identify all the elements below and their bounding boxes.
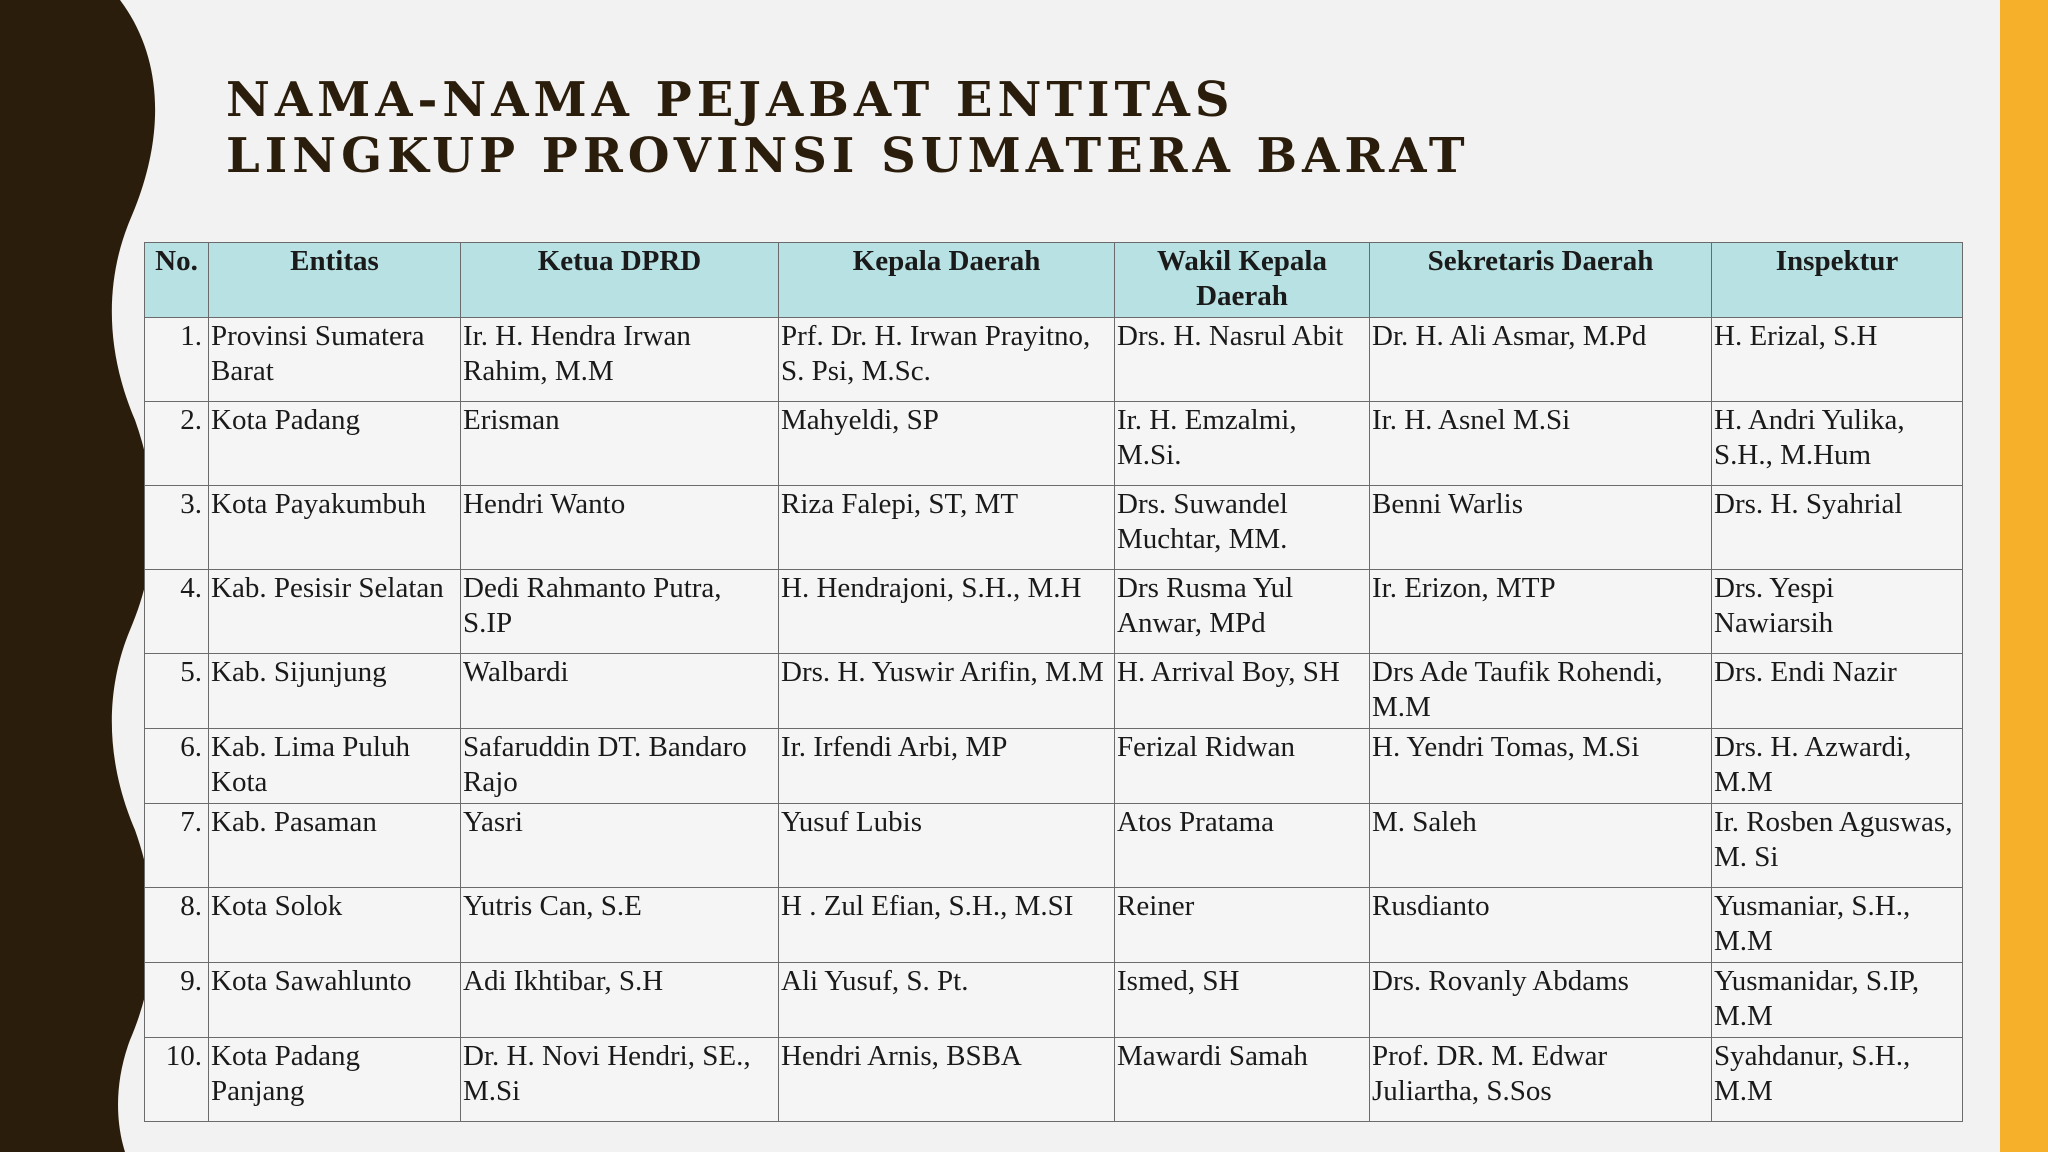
table-row (145, 963, 1963, 1038)
cell-no: 2. (145, 402, 209, 486)
cell-entitas: Provinsi Sumatera Barat (209, 318, 461, 402)
cell-ketua-dprd: Dedi Rahmanto Putra, S.IP (461, 570, 779, 654)
cell-entitas: Kab. Sijunjung (209, 654, 461, 729)
cell-ketua-dprd: Adi Ikhtibar, S.H (461, 963, 779, 1038)
cell-kepala-daerah: Riza Falepi, ST, MT (779, 486, 1115, 570)
cell-inspektur: Yusmaniar, S.H., M.M (1712, 888, 1963, 963)
col-header-wakil-kepala-daerah: Wakil Kepala Daerah (1115, 243, 1370, 318)
cell-entitas: Kota Payakumbuh (209, 486, 461, 570)
table-row (145, 729, 1963, 804)
cell-kepala-daerah: Ali Yusuf, S. Pt. (779, 963, 1115, 1038)
table-row (145, 486, 1963, 570)
cell-entitas: Kota Padang (209, 402, 461, 486)
cell-ketua-dprd: Erisman (461, 402, 779, 486)
cell-sekretaris-daerah: Rusdianto (1370, 888, 1712, 963)
cell-sekretaris-daerah: Ir. H. Asnel M.Si (1370, 402, 1712, 486)
table-row (145, 888, 1963, 963)
cell-entitas: Kota Padang Panjang (209, 1038, 461, 1122)
cell-entitas: Kota Sawahlunto (209, 963, 461, 1038)
cell-ketua-dprd: Yutris Can, S.E (461, 888, 779, 963)
cell-inspektur: Drs. H. Syahrial (1712, 486, 1963, 570)
cell-wakil-kepala-daerah: Drs Rusma Yul Anwar, MPd (1115, 570, 1370, 654)
cell-kepala-daerah: Yusuf Lubis (779, 804, 1115, 888)
cell-sekretaris-daerah: H. Yendri Tomas, M.Si (1370, 729, 1712, 804)
table-row (145, 570, 1963, 654)
cell-ketua-dprd: Yasri (461, 804, 779, 888)
col-header-ketua-dprd: Ketua DPRD (461, 243, 779, 318)
officials-table (144, 242, 1963, 1122)
table-row (145, 654, 1963, 729)
col-header-kepala-daerah: Kepala Daerah (779, 243, 1115, 318)
cell-inspektur: H. Erizal, S.H (1712, 318, 1963, 402)
cell-ketua-dprd: Ir. H. Hendra Irwan Rahim, M.M (461, 318, 779, 402)
col-header-sekretaris-daerah: Sekretaris Daerah (1370, 243, 1712, 318)
cell-wakil-kepala-daerah: Atos Pratama (1115, 804, 1370, 888)
cell-wakil-kepala-daerah: Mawardi Samah (1115, 1038, 1370, 1122)
cell-no: 5. (145, 654, 209, 729)
cell-inspektur: Drs. Endi Nazir (1712, 654, 1963, 729)
cell-ketua-dprd: Dr. H. Novi Hendri, SE., M.Si (461, 1038, 779, 1122)
cell-entitas: Kab. Lima Puluh Kota (209, 729, 461, 804)
cell-sekretaris-daerah: Drs. Rovanly Abdams (1370, 963, 1712, 1038)
slide-title (226, 72, 1470, 184)
cell-kepala-daerah: Prf. Dr. H. Irwan Prayitno, S. Psi, M.Sc. (779, 318, 1115, 402)
cell-inspektur: Syahdanur, S.H., M.M (1712, 1038, 1963, 1122)
cell-ketua-dprd: Walbardi (461, 654, 779, 729)
cell-kepala-daerah: Mahyeldi, SP (779, 402, 1115, 486)
cell-wakil-kepala-daerah: Drs. H. Nasrul Abit (1115, 318, 1370, 402)
cell-ketua-dprd: Safaruddin DT. Bandaro Rajo (461, 729, 779, 804)
cell-wakil-kepala-daerah: Drs. Suwandel Muchtar, MM. (1115, 486, 1370, 570)
table-row (145, 1038, 1963, 1122)
cell-wakil-kepala-daerah: Reiner (1115, 888, 1370, 963)
cell-no: 3. (145, 486, 209, 570)
cell-no: 9. (145, 963, 209, 1038)
cell-no: 4. (145, 570, 209, 654)
cell-sekretaris-daerah: Prof. DR. M. Edwar Juliartha, S.Sos (1370, 1038, 1712, 1122)
cell-ketua-dprd: Hendri Wanto (461, 486, 779, 570)
cell-inspektur: Drs. Yespi Nawiarsih (1712, 570, 1963, 654)
cell-entitas: Kota Solok (209, 888, 461, 963)
table-row (145, 318, 1963, 402)
cell-sekretaris-daerah: Benni Warlis (1370, 486, 1712, 570)
col-header-inspektur: Inspektur (1712, 243, 1963, 318)
slide-title-line-2: LINGKUP PROVINSI SUMATERA BARAT (226, 128, 1470, 184)
cell-kepala-daerah: Drs. H. Yuswir Arifin, M.M (779, 654, 1115, 729)
cell-no: 7. (145, 804, 209, 888)
slide-title-line-1: NAMA-NAMA PEJABAT ENTITAS (226, 72, 1235, 128)
cell-no: 8. (145, 888, 209, 963)
cell-inspektur: Ir. Rosben Aguswas, M. Si (1712, 804, 1963, 888)
cell-no: 1. (145, 318, 209, 402)
cell-inspektur: Drs. H. Azwardi, M.M (1712, 729, 1963, 804)
cell-entitas: Kab. Pesisir Selatan (209, 570, 461, 654)
cell-sekretaris-daerah: Drs Ade Taufik Rohendi, M.M (1370, 654, 1712, 729)
cell-kepala-daerah: H. Hendrajoni, S.H., M.H (779, 570, 1115, 654)
cell-wakil-kepala-daerah: H. Arrival Boy, SH (1115, 654, 1370, 729)
table-row (145, 804, 1963, 888)
table-header-row (145, 243, 1963, 318)
cell-inspektur: Yusmanidar, S.IP, M.M (1712, 963, 1963, 1038)
cell-sekretaris-daerah: M. Saleh (1370, 804, 1712, 888)
cell-wakil-kepala-daerah: Ir. H. Emzalmi, M.Si. (1115, 402, 1370, 486)
cell-entitas: Kab. Pasaman (209, 804, 461, 888)
cell-no: 10. (145, 1038, 209, 1122)
col-header-no: No. (145, 243, 209, 318)
cell-kepala-daerah: Ir. Irfendi Arbi, MP (779, 729, 1115, 804)
cell-wakil-kepala-daerah: Ismed, SH (1115, 963, 1370, 1038)
cell-kepala-daerah: Hendri Arnis, BSBA (779, 1038, 1115, 1122)
cell-kepala-daerah: H . Zul Efian, S.H., M.SI (779, 888, 1115, 963)
cell-wakil-kepala-daerah: Ferizal Ridwan (1115, 729, 1370, 804)
cell-sekretaris-daerah: Ir. Erizon, MTP (1370, 570, 1712, 654)
accent-bar (2000, 0, 2048, 1152)
table-row (145, 402, 1963, 486)
cell-sekretaris-daerah: Dr. H. Ali Asmar, M.Pd (1370, 318, 1712, 402)
col-header-entitas: Entitas (209, 243, 461, 318)
cell-inspektur: H. Andri Yulika, S.H., M.Hum (1712, 402, 1963, 486)
cell-no: 6. (145, 729, 209, 804)
